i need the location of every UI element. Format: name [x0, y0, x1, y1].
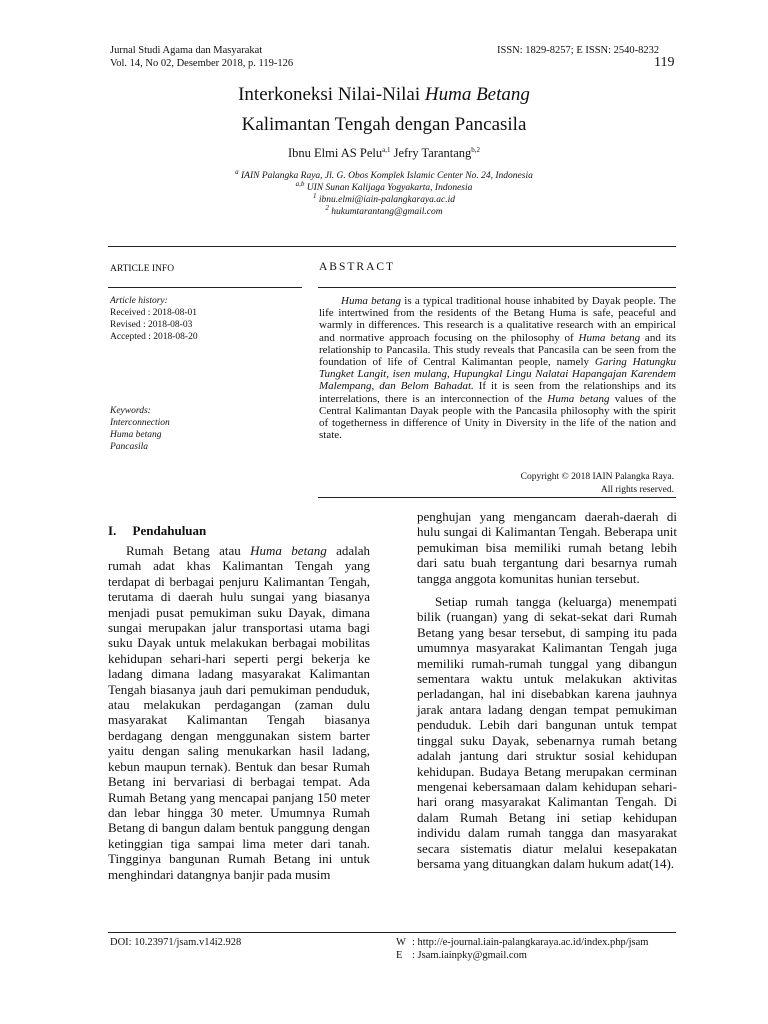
- web-label: W: [396, 937, 406, 948]
- right-paragraph-2: Setiap rumah tangga (keluarga) menempati bilik (ruangan) yang di sekat-sekat dari Rumah Betang yang besar tersebut, di samping itu pada umumnya masyarakat Kalimantan Tengah juga memiliki rumah-rumah tunggal yang dibangun sementara waktu untuk melakukan aktivitas perladangan, hal ini disebabkan karena jauhnya jarak antara ladang dengan tempat pemukiman penduduk. Lebih dari bangunan untuk tempat tinggal suku Dayak, sebenarnya rumah betang adalah jantung dari struktur sosial kehidupan kehidupan. Budaya Betang merupakan cerminan mengenai kebersamaan dalam kehidupan sehari-hari orang masyarakat Kalimantan Tengah. Di dalam Rumah Betang ini setiap kehidupan individu dalam rumah tangga dan masyarakat secara sistematis diatur melalui kesepakatan bersama yang dituangkan dalam hukum adat(14).: [417, 594, 677, 871]
- journal-volume: Vol. 14, No 02, Desember 2018, p. 119-126: [110, 58, 294, 69]
- footer-rule: [108, 932, 676, 933]
- top-rule: [108, 246, 676, 247]
- affiliation-2: $^{a,b}$ UIN Sunan Kalijaga Yogyakarta, Indonesia: [295, 179, 473, 193]
- page-number: 119: [654, 55, 675, 70]
- abstract-label: ABSTRACT: [319, 261, 396, 273]
- affiliation-email-1: $^1$ ibnu.elmi@iain-palangkaraya.ac.id: [312, 191, 456, 205]
- section-title: I. Pendahuluan: [108, 523, 207, 538]
- keyword-2: Huma betang: [110, 430, 162, 440]
- keywords-label: Keywords:: [110, 406, 151, 416]
- title-line-1: Interkoneksi Nilai-Nilai Huma Betang: [238, 84, 530, 105]
- article-info-rule: [108, 287, 302, 288]
- article-history-label: Article history:: [110, 296, 168, 306]
- affiliation-email-2: $^2$ hukumtarantang@gmail.com: [325, 203, 443, 217]
- keyword-1: Interconnection: [110, 418, 170, 428]
- right-paragraph-1: penghujan yang mengancam daerah-daerah di hulu sungai di Kalimantan Tengah. Beberapa unit pemukiman bisa memiliki rumah betang lebih dari satu buah tergantung dari besarnya rumah tangga anggota komunitas hunian tersebut.: [417, 509, 677, 586]
- journal-name: Jurnal Studi Agama dan Masyarakat: [110, 45, 263, 56]
- abstract-text: Huma betang is a typical traditional house inhabited by Dayak people. The life intertwined from the residents of the Betang Huma is safe, peaceful and warmly in differences. This research is a qualitative research with an empirical and normative approach focusing on the philosophy of Huma betang and its relationship to Pancasila. This study reveals that Pancasila can be seen from the foundation of life of Central Kalimantan people, namely Garing Hatungku Tungket Langit, isen mulang, Hupungkal Lingu Nalatai Hapangajan Karendem Malempang, dan Belom Bahadat. If it is seen from the relationships and its interrelations, there is an interconnection of the Huma betang values of the Central Kalimantan Dayak people with the Pancasila philosophy with the spirit of togetherness in difference of Unity in Diversity in the life of the nation and state.: [319, 295, 677, 442]
- web-link[interactable]: : http://e-journal.iain-palangkaraya.ac.id/index.php/jsam: [412, 937, 649, 948]
- received-date: Received : 2018-08-01: [110, 308, 198, 318]
- email-label: E: [396, 950, 403, 961]
- abstract-bottom-rule: [318, 497, 676, 498]
- authors: Ibnu Elmi AS Pelu$^{a,1}$ Jefry Tarantang$^{b,2}$: [287, 145, 481, 160]
- email-link[interactable]: : Jsam.iainpky@gmail.com: [412, 950, 527, 961]
- title-line-2: Kalimantan Tengah dengan Pancasila: [241, 114, 527, 135]
- journal-issn: ISSN: 1829-8257; E ISSN: 2540-8232: [497, 45, 660, 56]
- rights-reserved: All rights reserved.: [600, 485, 674, 495]
- doi: DOI: 10.23971/jsam.v14i2.928: [110, 937, 242, 948]
- keyword-3: Pancasila: [110, 442, 148, 452]
- copyright: Copyright © 2018 IAIN Palangka Raya.: [520, 472, 674, 482]
- affiliation-1: $^a$ IAIN Palangka Raya, Jl. G. Obos Komplek Islamic Center No. 24, Indonesia: [235, 167, 533, 181]
- abstract-rule: [318, 287, 676, 288]
- accepted-date: Accepted : 2018-08-20: [110, 332, 198, 342]
- right-column-text: [417, 509, 677, 871]
- left-column-text: Rumah Betang atau Huma betang adalah rumah adat khas Kalimantan Tengah yang terdapat di berbagai penjuru Kalimantan Tengah, terutama di daerah hulu sungai yang biasanya menjadi pusat pemukiman suku Dayak, dimana sungai merupakan jalur transportasi utama bagi suku Dayak untuk melakukan berbagai mobilitas kehidupan sehari-hari seperti pergi bekerja ke ladang dimana ladang masyarakat Kalimantan Tengah biasanya jauh dari pemukiman penduduk, atau melakukan perdagangan (zaman dulu masyarakat Kalimantan Tengah biasanya berdagang dengan menggunakan sistem barter yaitu dengan saling menukarkan hasil ladang, kebun maupun ternak). Bentuk dan besar Rumah Betang ini bervariasi di berbagai tempat. Ada Rumah Betang yang mencapai panjang 150 meter dan lebar hingga 30 meter. Umumnya Rumah Betang di bangun dalam bentuk panggung dengan ketinggian tiga sampai lima meter dari tanah. Tingginya bangunan Rumah Betang ini untuk menghindari datangnya banjir pada musim: [108, 543, 370, 882]
- revised-date: Revised : 2018-08-03: [110, 320, 193, 330]
- article-info-label: ARTICLE INFO: [110, 264, 175, 274]
